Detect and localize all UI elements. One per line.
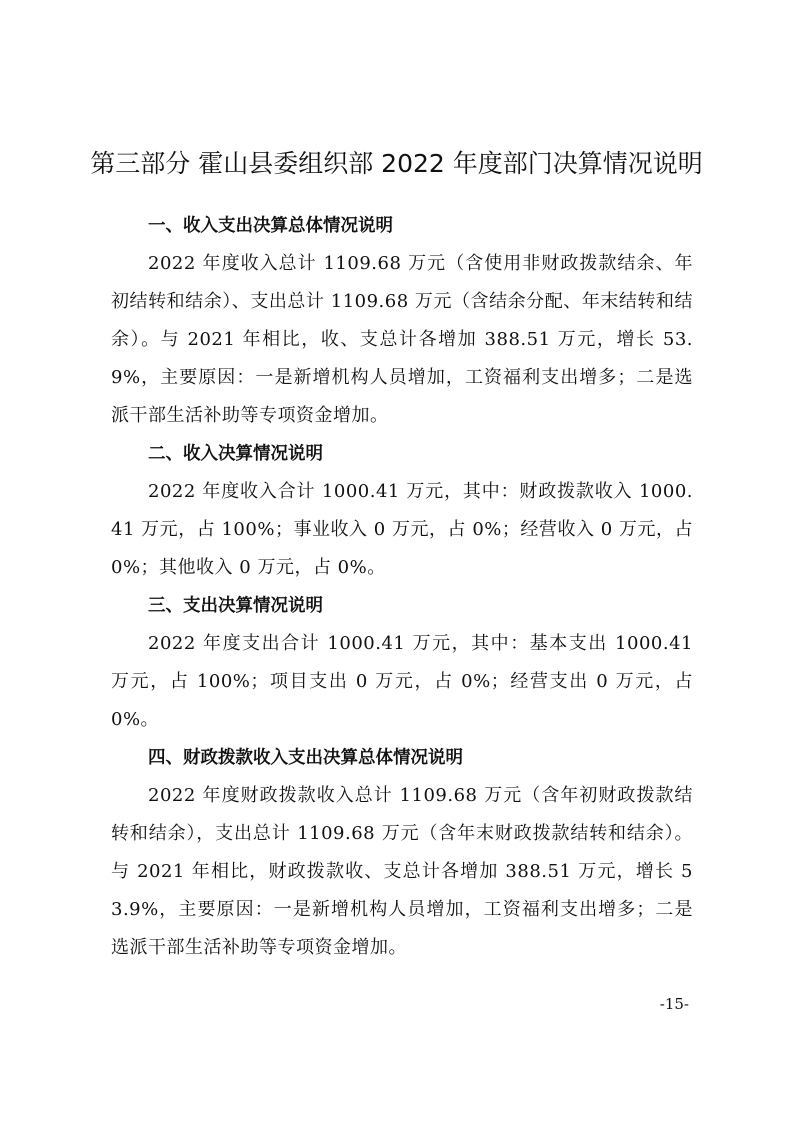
section-income-expenditure-overview bbox=[111, 207, 693, 435]
section-expenditure-statement bbox=[111, 587, 693, 739]
section-heading: 四、财政拨款收入支出决算总体情况说明 bbox=[148, 748, 463, 768]
page-number: -15- bbox=[659, 995, 689, 1013]
document-body bbox=[111, 207, 693, 967]
section-heading: 一、收入支出决算总体情况说明 bbox=[148, 216, 393, 236]
section-income-statement bbox=[111, 435, 693, 587]
section-heading: 二、收入决算情况说明 bbox=[148, 444, 323, 464]
section-paragraph: 2022 年度财政拨款收入总计 1109.68 万元（含年初财政拨款结转和结余），支出总计 1109.68 万元（含年末财政拨款结转和结余）。与 2021 年相比，财政拨款收、支总计各增加 388.51 万元，增长 53.9%，主要原因：一是新增机构人员增加，工资福利支出增多；二是选派干部生活补助等专项资金增加。 bbox=[111, 785, 693, 958]
section-heading: 三、支出决算情况说明 bbox=[148, 596, 323, 616]
section-paragraph: 2022 年度收入合计 1000.41 万元，其中：财政拨款收入 1000.41 万元，占 100%；事业收入 0 万元，占 0%；经营收入 0 万元，占 0%；其他收入 0 万元，占 0%。 bbox=[111, 481, 693, 578]
section-paragraph: 2022 年度收入总计 1109.68 万元（含使用非财政拨款结余、年初结转和结余）、支出总计 1109.68 万元（含结余分配、年末结转和结余）。与 2021 年相比，收、支总计各增加 388.51 万元，增长 53.9%，主要原因：一是新增机构人员增加，工资福利支出增多；二是选派干部生活补助等专项资金增加。 bbox=[111, 253, 693, 426]
document-title: 第三部分 霍山县委组织部 2022 年度部门决算情况说明 bbox=[90, 149, 703, 178]
section-fiscal-appropriation-overview bbox=[111, 739, 693, 967]
section-paragraph: 2022 年度支出合计 1000.41 万元，其中：基本支出 1000.41 万元，占 100%；项目支出 0 万元，占 0%；经营支出 0 万元，占 0%。 bbox=[111, 633, 693, 730]
